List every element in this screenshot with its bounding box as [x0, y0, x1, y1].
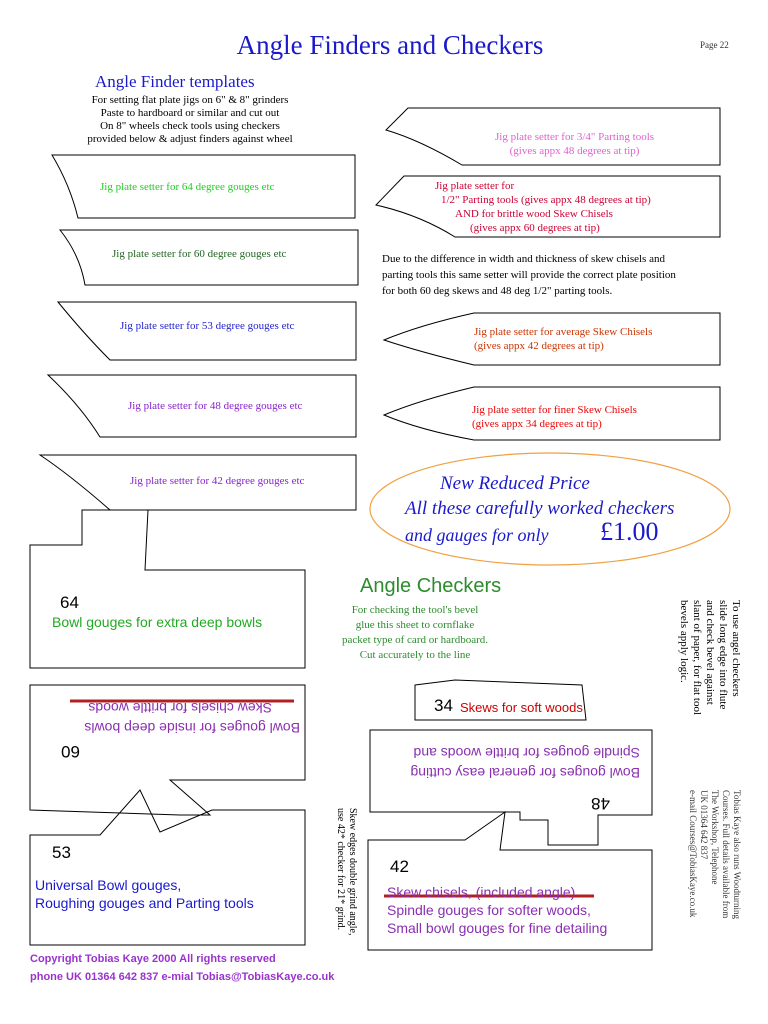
- checker-number-34: 34: [434, 696, 453, 715]
- angle-checkers-heading: Angle Checkers: [360, 575, 502, 597]
- setter-label-skew-avg: [474, 325, 652, 353]
- setter-label-line: (gives appx 34 degrees at tip): [472, 418, 602, 430]
- instructions-line: Cut accurately to the line: [359, 649, 471, 661]
- setter-label-42: Jig plate setter for 42 degree gouges etc: [130, 475, 305, 487]
- checker-60-text: [40, 694, 300, 769]
- checker-label-42: [387, 883, 607, 937]
- checker-label-48a: Bowl gouges for general easy cutting: [410, 765, 640, 781]
- checker-48-text: [370, 738, 640, 813]
- checker-label-53: [35, 876, 254, 912]
- checker-number-64: 64: [60, 593, 79, 612]
- note-line: UK 01364 642 837: [699, 790, 709, 860]
- finder-intro-line: Paste to hardboard or similar and cut out: [100, 107, 280, 119]
- skew-note-line: Due to the difference in width and thickness of skew chisels and: [382, 253, 665, 265]
- note-line: To use angel checkers: [730, 600, 742, 697]
- setter-label-48: Jig plate setter for 48 degree gouges etc: [128, 400, 303, 412]
- checker-number-42: 42: [390, 857, 409, 876]
- setter-label-line: 1/2" Parting tools (gives appx 48 degrees at tip): [441, 194, 651, 206]
- skew-note-line: for both 60 deg skews and 48 deg 1/2" parting tools.: [382, 285, 613, 297]
- setter-label-line: Jig plate setter for finer Skew Chisels: [472, 404, 637, 416]
- note-line: e-mail Courses@TobiasKaye.co.uk: [688, 790, 698, 918]
- setter-label-line: (gives appx 42 degrees at tip): [474, 340, 604, 352]
- promo-line-3: and gauges for only: [405, 525, 549, 545]
- checker-label-line: Skew chisels, (included angle): [387, 884, 576, 900]
- checker-number-60: 60: [61, 742, 80, 761]
- checker-label-34: Skews for soft woods: [460, 700, 583, 715]
- setter-label-skew-fine: [472, 403, 637, 431]
- finder-intro-line: On 8" wheels check tools using checkers: [100, 120, 280, 132]
- instructions-line: packet type of card or hardboard.: [342, 634, 488, 646]
- finder-templates-heading: Angle Finder templates: [95, 72, 255, 91]
- setter-label-line: Jig plate setter for 3/4" Parting tools: [495, 131, 655, 143]
- setter-label-line: Jig plate setter for average Skew Chisels: [474, 326, 653, 338]
- setter-label-60: Jig plate setter for 60 degree gouges etc: [112, 248, 287, 260]
- checker-outline-64: [30, 510, 305, 668]
- checker-label-line: Roughing gouges and Parting tools: [35, 895, 254, 911]
- note-line: slide long edge into flute: [717, 600, 729, 710]
- setter-label-line: (gives appx 60 degrees at tip): [470, 222, 600, 234]
- checker-number-53: 53: [52, 843, 71, 862]
- promo-price: £1.00: [600, 517, 659, 546]
- setter-label-line: Jig plate setter for: [435, 180, 515, 192]
- instructions-line: glue this sheet to cornflake: [355, 619, 475, 631]
- instructions-line: For checking the tool's bevel: [351, 604, 479, 616]
- note-line: bevels apply logic.: [678, 600, 690, 683]
- setter-label-53: Jig plate setter for 53 degree gouges etc: [120, 320, 295, 332]
- setter-label-parting-12: [435, 179, 651, 235]
- checker-label-line: Universal Bowl gouges,: [35, 877, 182, 893]
- page-number: Page 22: [700, 40, 729, 50]
- checker-number-48: 48: [591, 794, 610, 813]
- setter-label-64: Jig plate setter for 64 degree gouges etc: [100, 181, 275, 193]
- note-line: slant of paper, for flat tool: [691, 600, 703, 716]
- checker-label-line: Small bowl gouges for fine detailing: [387, 920, 608, 936]
- checker-outline-53: [30, 790, 305, 945]
- note-line: use 42* checker for 21* grind.: [335, 808, 346, 931]
- setter-label-parting-34: [495, 130, 654, 158]
- skew-grind-note: [334, 808, 358, 948]
- skew-note-line: parting tools this same setter will provide the correct plate position: [382, 269, 676, 281]
- finder-intro: [55, 94, 325, 146]
- setter-label-line: AND for brittle wood Skew Chisels: [455, 208, 613, 220]
- note-line: Tobias Kaye also runs Woodturning: [732, 790, 742, 919]
- note-line: Courses. Full details available from: [721, 790, 731, 919]
- skew-setter-note: [382, 251, 732, 299]
- checker-label-60a: Bowl gouges for inside deep bowls: [84, 720, 300, 736]
- note-line: and check bevel against: [704, 600, 716, 705]
- note-line: Skew edges double grind angle,: [347, 808, 358, 936]
- courses-note: [687, 790, 742, 970]
- finder-intro-line: For setting flat plate jigs on 6" & 8" grinders: [91, 94, 289, 106]
- checker-label-48b: Spindle gouges for brittle woods and: [413, 745, 640, 761]
- checker-label-line: Spindle gouges for softer woods,: [387, 902, 591, 918]
- checker-label-64: Bowl gouges for extra deep bowls: [52, 614, 263, 630]
- note-line: The Workshop, Telephone: [710, 790, 720, 885]
- setter-label-line: (gives appx 48 degrees at tip): [509, 145, 640, 157]
- checker-label-60b: Skew chisels for brittle woods: [88, 700, 272, 716]
- contact-line: phone UK 01364 642 837 e-mial Tobias@TobiasKaye.co.uk: [30, 971, 335, 983]
- finder-intro-line: provided below & adjust finders against wheel: [87, 133, 293, 145]
- angle-checkers-instructions: [315, 603, 515, 663]
- promo-line-2: All these carefully worked checkers: [405, 498, 675, 519]
- page-title: Angle Finders and Checkers: [236, 30, 544, 60]
- promo-line-1: New Reduced Price: [440, 473, 590, 494]
- copyright-line: Copyright Tobias Kaye 2000 All rights reserved: [30, 953, 276, 965]
- checker-usage-note: [677, 600, 742, 750]
